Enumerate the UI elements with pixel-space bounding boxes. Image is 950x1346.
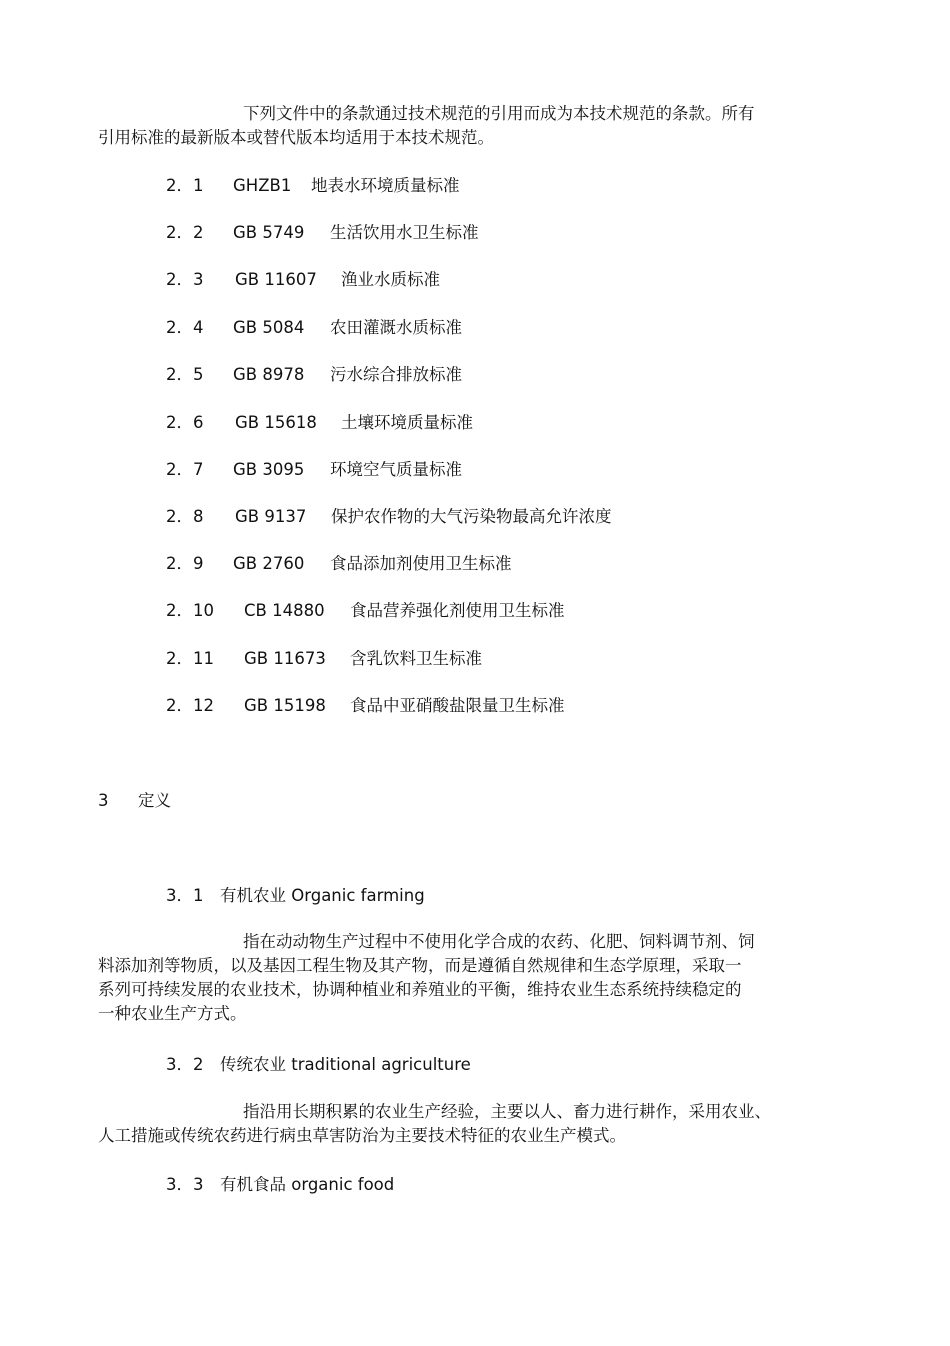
reference-title: 地表水环境质量标准: [311, 176, 460, 195]
reference-number: 2．10: [166, 601, 214, 620]
reference-number: 2．8: [166, 507, 204, 526]
reference-number: 2．2: [166, 223, 204, 242]
reference-number: 2．7: [166, 460, 204, 479]
definition-heading: 3．1 有机农业 Organic farming: [166, 886, 425, 905]
reference-code: GB 11673: [244, 649, 326, 668]
reference-code: GB 8978: [233, 365, 305, 384]
section-title: 定义: [138, 791, 171, 810]
reference-code: GHZB1: [233, 176, 292, 195]
intro-line: 下列文件中的条款通过技术规范的引用而成为本技术规范的条款。所有: [243, 104, 755, 123]
reference-number: 2．1: [166, 176, 204, 195]
reference-title: 渔业水质标准: [341, 270, 440, 289]
definition-line: 人工措施或传统农药进行病虫草害防治为主要技术特征的农业生产模式。: [98, 1126, 626, 1145]
definition-paragraph: [98, 930, 810, 1026]
reference-title: 食品添加剂使用卫生标准: [330, 554, 512, 573]
reference-code: GB 9137: [235, 507, 307, 526]
reference-title: 食品中亚硝酸盐限量卫生标准: [350, 696, 565, 715]
definition-heading: 3．2 传统农业 traditional agriculture: [166, 1055, 471, 1074]
reference-title: 生活饮用水卫生标准: [330, 223, 479, 242]
reference-title: 土壤环境质量标准: [341, 413, 473, 432]
reference-code: GB 11607: [235, 270, 317, 289]
definition-line: 指沿用长期积累的农业生产经验，主要以人、畜力进行耕作，采用农业、: [243, 1102, 771, 1121]
definition-line: 系列可持续发展的农业技术，协调种植业和养殖业的平衡，维持农业生态系统持续稳定的: [98, 980, 742, 999]
reference-number: 2．9: [166, 554, 204, 573]
definition-line: 指在动动物生产过程中不使用化学合成的农药、化肥、饲料调节剂、饲: [243, 932, 755, 951]
definition-line: 一种农业生产方式。: [98, 1004, 247, 1023]
reference-title: 农田灌溉水质标准: [330, 318, 462, 337]
reference-code: GB 5084: [233, 318, 305, 337]
reference-code: GB 15198: [244, 696, 326, 715]
intro-paragraph: [98, 102, 810, 150]
reference-number: 2．6: [166, 413, 204, 432]
reference-code: GB 2760: [233, 554, 305, 573]
reference-code: GB 15618: [235, 413, 317, 432]
reference-title: 含乳饮料卫生标准: [350, 649, 482, 668]
reference-number: 2．4: [166, 318, 204, 337]
definition-line: 料添加剂等物质，以及基因工程生物及其产物，而是遵循自然规律和生态学原理，采取一: [98, 956, 742, 975]
reference-code: CB 14880: [244, 601, 325, 620]
reference-number: 2．12: [166, 696, 214, 715]
reference-code: GB 3095: [233, 460, 305, 479]
reference-title: 保护农作物的大气污染物最高允许浓度: [331, 507, 612, 526]
intro-line: 引用标准的最新版本或替代版本均适用于本技术规范。: [98, 128, 494, 147]
reference-number: 2．3: [166, 270, 204, 289]
reference-title: 食品营养强化剂使用卫生标准: [350, 601, 565, 620]
reference-code: GB 5749: [233, 223, 305, 242]
reference-title: 污水综合排放标准: [330, 365, 462, 384]
section-number: 3: [98, 791, 109, 810]
reference-title: 环境空气质量标准: [330, 460, 462, 479]
definition-heading: 3．3 有机食品 organic food: [166, 1175, 395, 1194]
definition-paragraph: [98, 1100, 810, 1148]
reference-number: 2．11: [166, 649, 214, 668]
reference-number: 2．5: [166, 365, 204, 384]
